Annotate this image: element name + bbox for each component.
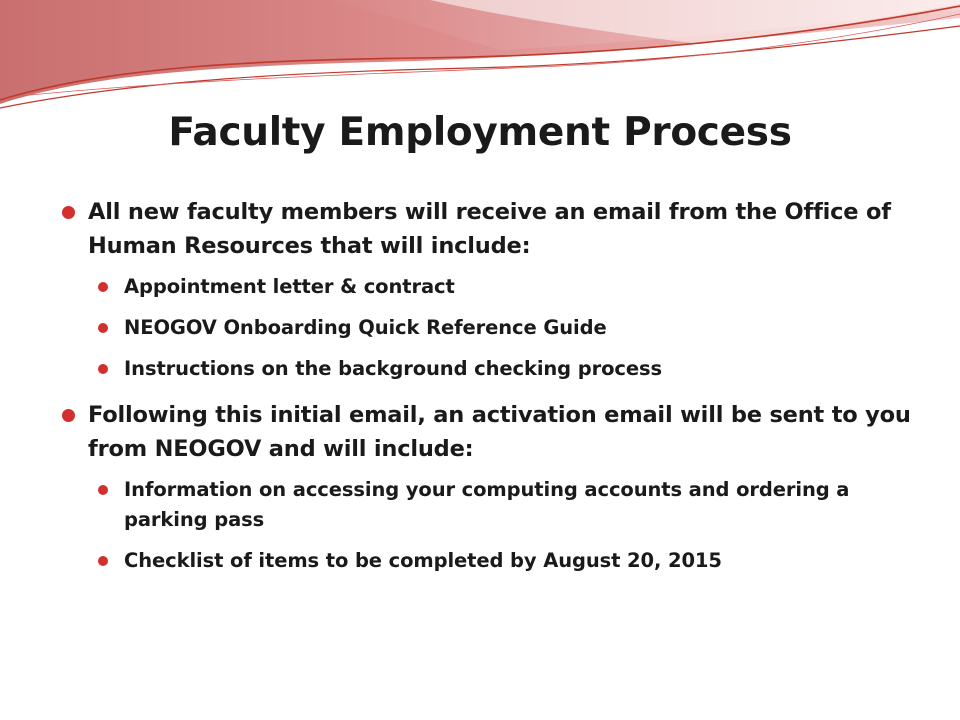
sub-bullet-item (98, 475, 922, 535)
sub-bullet-text: Checklist of items to be completed by August 20, 2015 (124, 549, 722, 572)
sub-bullet-text: Information on accessing your computing accounts and ordering a parking pass (124, 478, 850, 531)
bullet-list (62, 195, 922, 590)
sub-bullet-text: Instructions on the background checking process (124, 357, 662, 380)
sub-bullet-list (98, 475, 922, 576)
bullet-dot-icon (98, 282, 108, 292)
sub-bullet-item (98, 313, 922, 343)
bullet-text: All new faculty members will receive an email from the Office of Human Resources that will include: (88, 199, 891, 259)
sub-bullet-item (98, 354, 922, 384)
bullet-item (62, 398, 922, 576)
bullet-item (62, 195, 922, 384)
slide-title: Faculty Employment Process (168, 110, 792, 155)
bullet-text: Following this initial email, an activation email will be sent to you from NEOGOV and will include: (88, 402, 911, 462)
sub-bullet-text: NEOGOV Onboarding Quick Reference Guide (124, 316, 607, 339)
sub-bullet-text: Appointment letter & contract (124, 275, 455, 298)
sub-bullet-item (98, 272, 922, 302)
bullet-dot-icon (98, 556, 108, 566)
sub-bullet-item (98, 546, 922, 576)
bullet-dot-icon (98, 485, 108, 495)
bullet-dot-icon (98, 323, 108, 333)
bullet-dot-icon (62, 206, 75, 219)
sub-bullet-list (98, 272, 922, 384)
bullet-dot-icon (62, 409, 75, 422)
bullet-dot-icon (98, 364, 108, 374)
